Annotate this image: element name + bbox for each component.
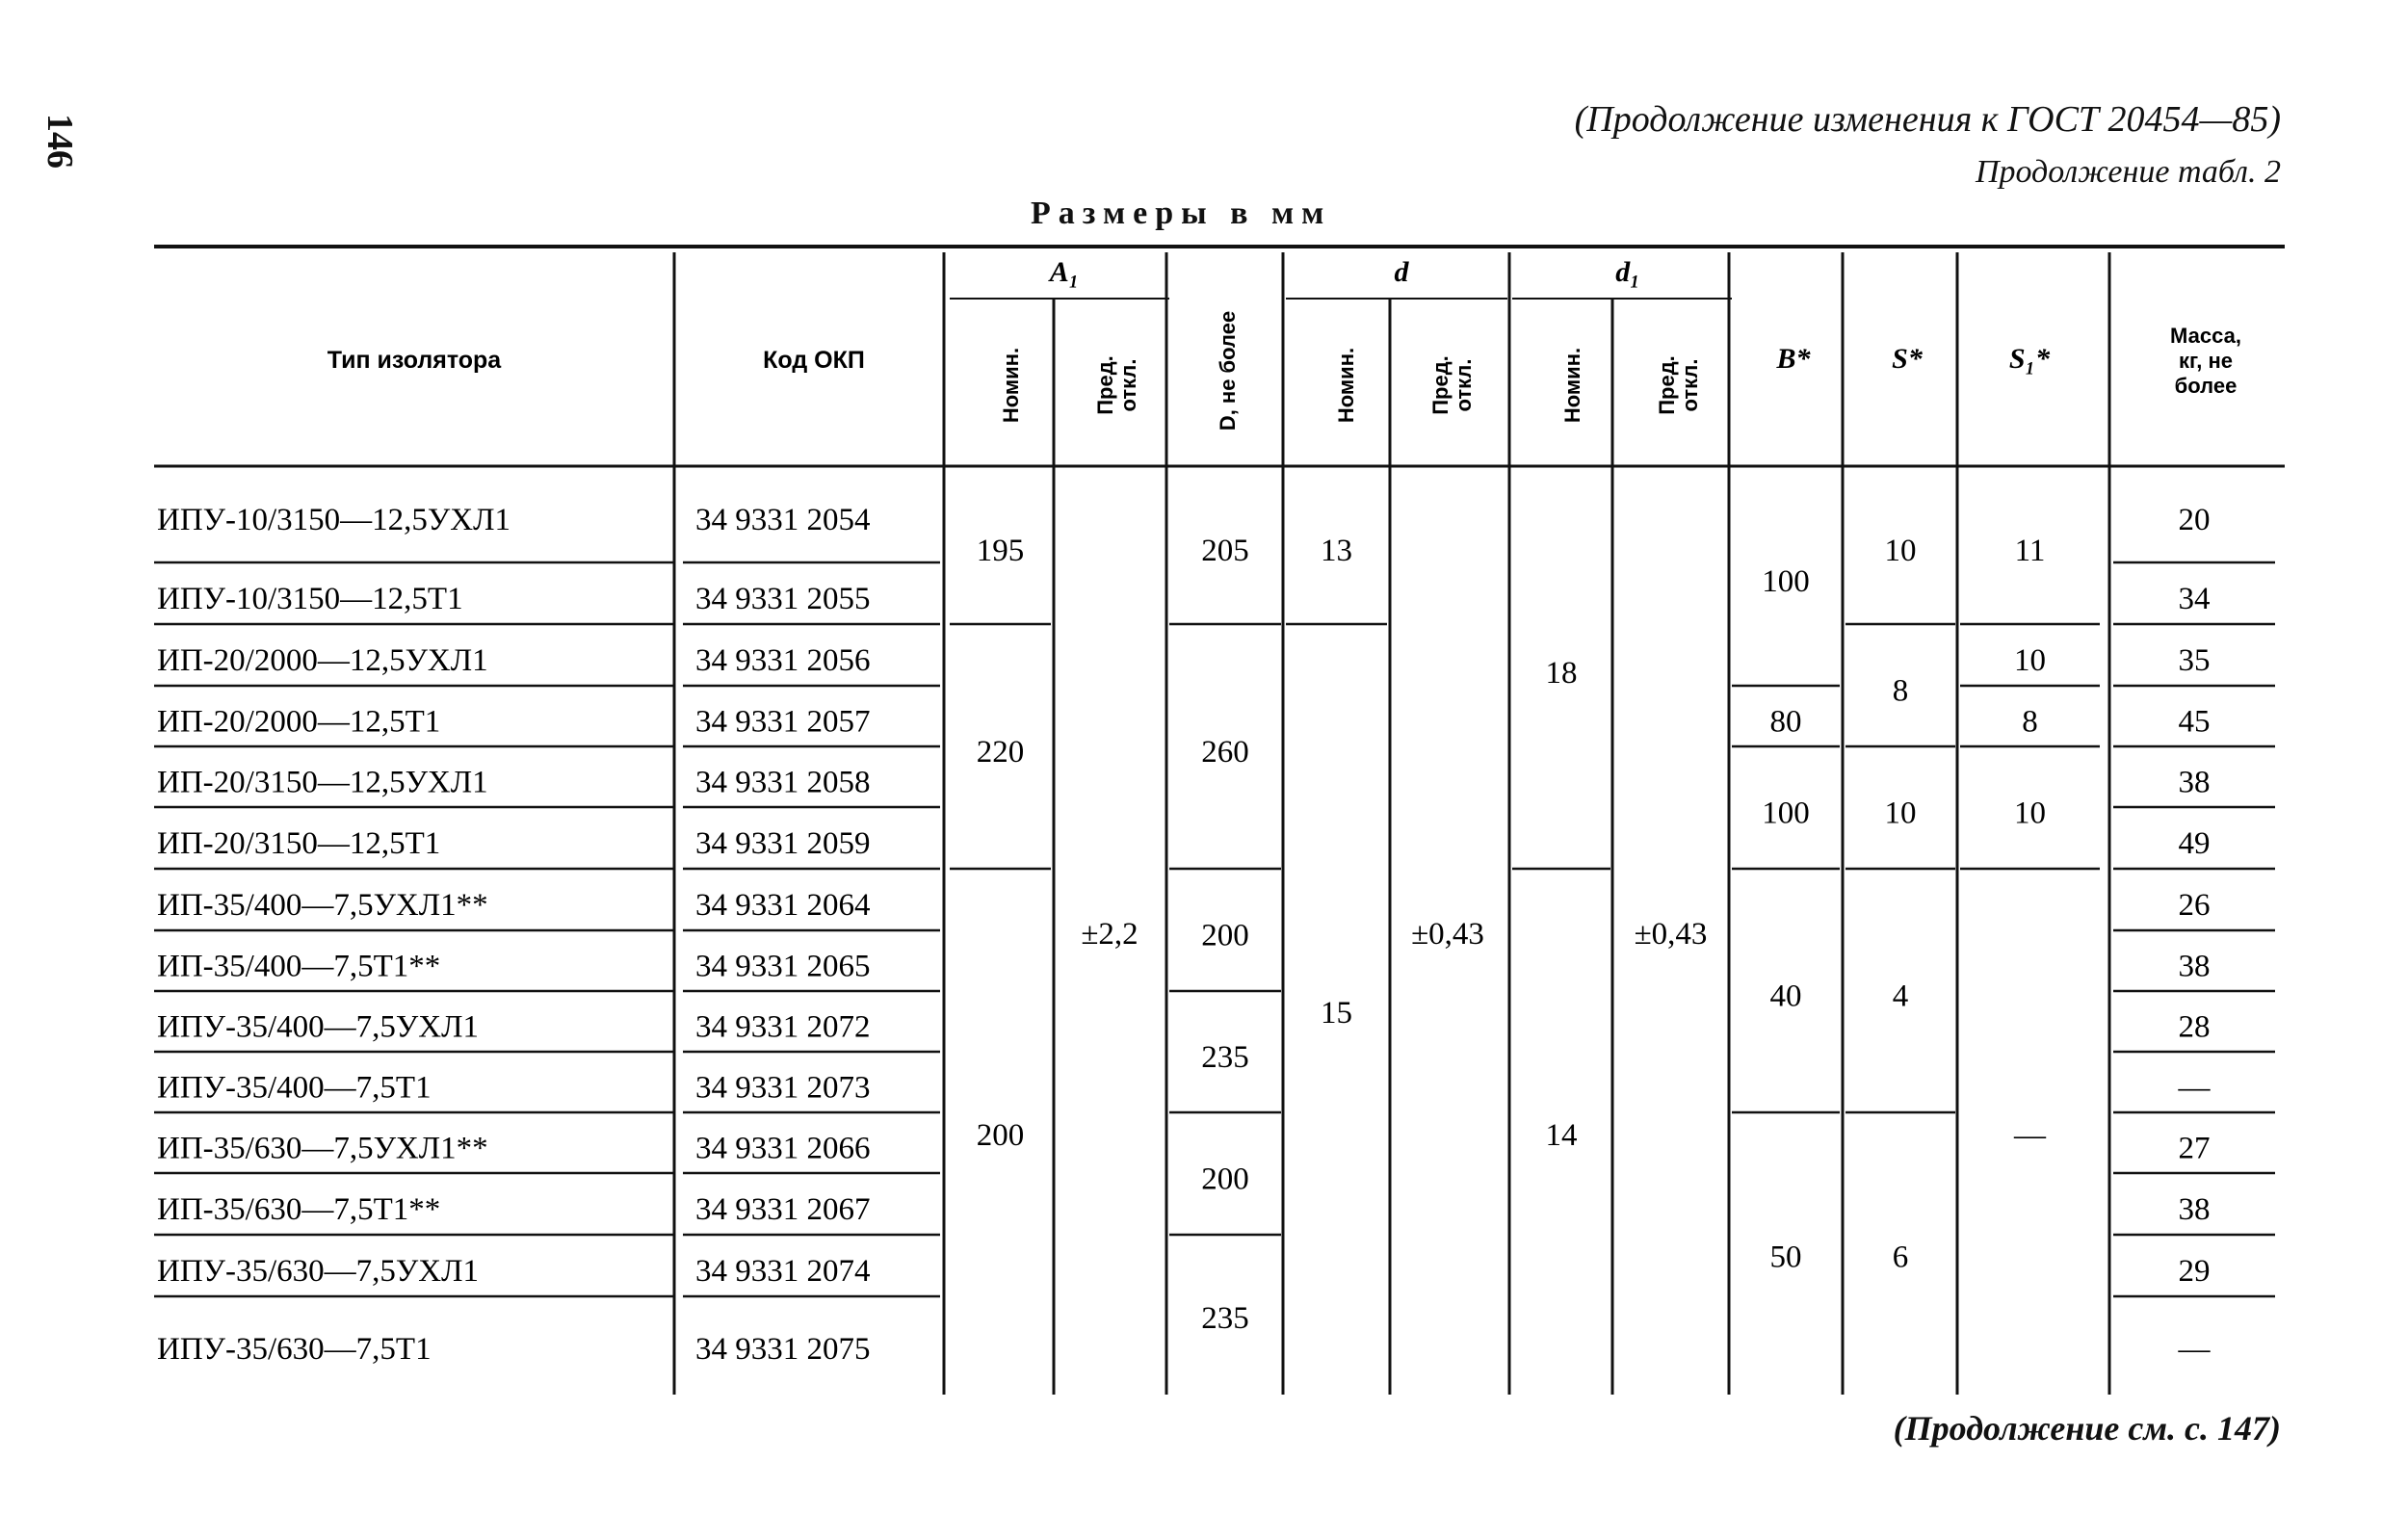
header-d: d (1394, 256, 1409, 288)
header-a1-tolerance-line2: откл. (1116, 358, 1140, 412)
header-type: Тип изолятора (327, 347, 502, 374)
a1-nom-value: 200 (976, 1118, 1025, 1153)
insulator-type: ИПУ-35/630—7,5Т1 (157, 1332, 432, 1367)
insulator-type: ИП-35/630—7,5Т1** (157, 1192, 441, 1227)
okp-code: 34 9331 2057 (695, 704, 871, 740)
header-d1-nominal: Номин. (1560, 347, 1584, 424)
header-a1-tolerance-line1: Пред. (1093, 355, 1117, 415)
insulator-type: ИПУ-35/400—7,5УХЛ1 (157, 1009, 480, 1045)
s1-value: 11 (2014, 534, 2046, 568)
b-value: 100 (1762, 564, 1810, 599)
okp-code: 34 9331 2065 (695, 949, 871, 984)
mass-value: 38 (2178, 949, 2211, 984)
header-a1-nominal: Номин. (999, 347, 1023, 424)
okp-code: 34 9331 2059 (695, 826, 871, 861)
header-a1: A₁ (1049, 256, 1080, 288)
insulator-type: ИП-20/3150—12,5УХЛ1 (157, 765, 488, 800)
header-d1-tolerance-line1: Пред. (1655, 355, 1679, 415)
d-nom-value: 15 (1321, 996, 1352, 1031)
mass-value: 29 (2178, 1254, 2211, 1289)
header-mass-line1: Масса, (2170, 324, 2241, 348)
b-value: 40 (1769, 979, 1802, 1014)
header-code: Код ОКП (763, 347, 865, 374)
mass-value: 49 (2178, 826, 2211, 861)
b-value: 80 (1769, 704, 1802, 740)
mass-value: 27 (2178, 1131, 2211, 1166)
s1-value: — (2014, 1118, 2046, 1153)
header-d-tolerance-line2: откл. (1452, 358, 1476, 412)
d-max-value: 200 (1201, 1162, 1249, 1197)
insulator-type: ИП-35/400—7,5УХЛ1** (157, 888, 488, 923)
insulator-type: ИП-35/400—7,5Т1** (157, 949, 441, 984)
mass-value: 38 (2178, 1192, 2211, 1227)
mass-value: 26 (2178, 888, 2211, 923)
insulator-type: ИПУ-35/400—7,5Т1 (157, 1070, 432, 1106)
a1-nom-value: 220 (976, 735, 1025, 770)
s-value: 4 (1892, 979, 1909, 1014)
okp-code: 34 9331 2072 (695, 1009, 871, 1045)
okp-code: 34 9331 2054 (695, 503, 871, 537)
header-s: S* (1892, 343, 1923, 375)
insulator-type: ИП-20/3150—12,5Т1 (157, 826, 441, 861)
d-max-value: 205 (1201, 534, 1249, 568)
header-d1: d₁ (1615, 256, 1640, 288)
d-max-value: 235 (1201, 1040, 1249, 1075)
mass-value: 28 (2178, 1009, 2211, 1045)
b-value: 50 (1769, 1240, 1802, 1275)
insulator-type: ИП-35/630—7,5УХЛ1** (157, 1131, 488, 1166)
okp-code: 34 9331 2056 (695, 643, 871, 678)
okp-code: 34 9331 2066 (695, 1131, 871, 1166)
table-body (157, 503, 2212, 1367)
s-value: 8 (1892, 673, 1909, 709)
d-nom-value: 13 (1321, 534, 1352, 568)
insulator-type: ИП-20/2000—12,5УХЛ1 (157, 643, 488, 678)
d-max-value: 200 (1201, 918, 1249, 953)
s1-value: 8 (2022, 704, 2038, 740)
header-d-max: D, не более (1216, 310, 1240, 431)
d1-nom-value: 14 (1545, 1118, 1578, 1153)
continuation-note: (Продолжение изменения к ГОСТ 20454—85) (1574, 99, 2281, 140)
mass-value: 20 (2178, 503, 2211, 537)
s1-value: 10 (2014, 643, 2046, 678)
mass-value: 45 (2178, 704, 2211, 740)
a1-nom-value: 195 (976, 534, 1025, 568)
b-value: 100 (1762, 796, 1810, 831)
insulator-type: ИПУ-10/3150—12,5Т1 (157, 582, 463, 616)
table-continuation-note: Продолжение табл. 2 (1975, 154, 2281, 190)
s-value: 10 (1884, 534, 1917, 568)
insulator-type: ИПУ-35/630—7,5УХЛ1 (157, 1254, 480, 1289)
header-d1-tolerance-line2: откл. (1678, 358, 1702, 412)
header-mass-line2: кг, не (2179, 349, 2233, 373)
header-d-tolerance-line1: Пред. (1428, 355, 1453, 415)
a1-tol-value: ±2,2 (1081, 917, 1139, 952)
page-number: 146 (39, 114, 80, 169)
mass-value: 34 (2178, 582, 2211, 616)
header-d-nominal: Номин. (1334, 347, 1358, 424)
okp-code: 34 9331 2064 (695, 888, 871, 923)
mass-value: 35 (2178, 643, 2211, 678)
insulator-type: ИП-20/2000—12,5Т1 (157, 704, 441, 740)
s-value: 10 (1884, 796, 1917, 831)
insulator-type: ИПУ-10/3150—12,5УХЛ1 (157, 503, 511, 537)
mass-value: — (2178, 1332, 2211, 1367)
s1-value: 10 (2014, 796, 2046, 831)
header-b: B* (1776, 343, 1811, 375)
d1-nom-value: 18 (1545, 656, 1578, 691)
okp-code: 34 9331 2067 (695, 1192, 871, 1227)
okp-code: 34 9331 2075 (695, 1332, 871, 1367)
okp-code: 34 9331 2074 (695, 1254, 871, 1289)
okp-code: 34 9331 2055 (695, 582, 871, 616)
header-s1: S₁* (2008, 343, 2051, 375)
d-tol-value: ±0,43 (1411, 917, 1484, 952)
d-max-value: 235 (1201, 1301, 1249, 1336)
okp-code: 34 9331 2058 (695, 765, 871, 800)
footer-note: (Продолжение см. с. 147) (1893, 1409, 2281, 1448)
s-value: 6 (1892, 1240, 1909, 1275)
d1-tol-value: ±0,43 (1634, 917, 1708, 952)
mass-value: — (2178, 1070, 2211, 1106)
mass-value: 38 (2178, 765, 2211, 800)
units-caption: Размеры в мм (1031, 196, 1332, 231)
header-mass-line3: более (2174, 374, 2238, 398)
d-max-value: 260 (1201, 735, 1249, 770)
okp-code: 34 9331 2073 (695, 1070, 871, 1106)
